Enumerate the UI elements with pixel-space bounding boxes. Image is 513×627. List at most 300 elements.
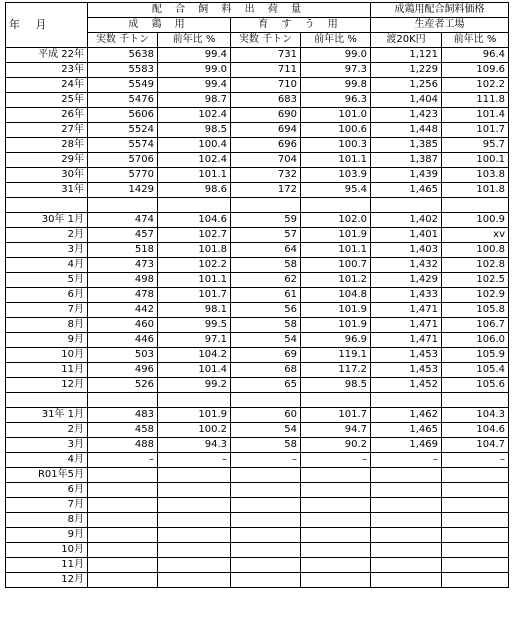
table-row (6, 333, 509, 348)
feed-price-cell (371, 558, 442, 573)
feed-price-cell: 1,452 (371, 378, 442, 393)
layer-qty-cell: 5583 (88, 63, 158, 78)
pullet-qty-cell (231, 483, 301, 498)
feed-price-cell: 1,465 (371, 183, 442, 198)
price-yoy-cell: 101.4 (442, 108, 509, 123)
layer-yoy-cell: 99.2 (158, 378, 231, 393)
price-yoy-cell: 102.2 (442, 78, 509, 93)
pullet-yoy-cell: 97.3 (301, 63, 371, 78)
layer-qty-cell: 460 (88, 318, 158, 333)
table-row (6, 303, 509, 318)
table-row (6, 78, 509, 93)
pullet-yoy-cell: 101.2 (301, 273, 371, 288)
layer-yoy-cell (158, 573, 231, 588)
feed-price-cell (371, 498, 442, 513)
feed-price-cell (371, 198, 442, 213)
pullet-yoy-cell: 100.3 (301, 138, 371, 153)
row-label: 7月 (6, 498, 88, 513)
column-header-qty-pullet: 実数 千トン (231, 33, 301, 48)
layer-qty-cell: 503 (88, 348, 158, 363)
pullet-yoy-cell: 99.8 (301, 78, 371, 93)
pullet-yoy-cell: 101.1 (301, 153, 371, 168)
table-row (6, 573, 509, 588)
pullet-yoy-cell: 100.7 (301, 258, 371, 273)
feed-price-cell: 1,453 (371, 363, 442, 378)
table-row (6, 498, 509, 513)
pullet-qty-cell: 731 (231, 48, 301, 63)
table-row (6, 363, 509, 378)
column-header-yoy-pullet: 前年比 % (301, 33, 371, 48)
pullet-qty-cell (231, 558, 301, 573)
pullet-yoy-cell: 94.7 (301, 423, 371, 438)
layer-qty-cell: 473 (88, 258, 158, 273)
layer-qty-cell: 446 (88, 333, 158, 348)
feed-price-cell: 1,387 (371, 153, 442, 168)
price-yoy-cell: 102.5 (442, 273, 509, 288)
pullet-yoy-cell (301, 483, 371, 498)
layer-qty-cell (88, 558, 158, 573)
table-row (6, 213, 509, 228)
layer-qty-cell: 488 (88, 438, 158, 453)
pullet-qty-cell: 65 (231, 378, 301, 393)
row-label: 4月 (6, 453, 88, 468)
table-row (6, 348, 509, 363)
price-yoy-cell (442, 198, 509, 213)
table-row (6, 273, 509, 288)
feed-price-cell: 1,385 (371, 138, 442, 153)
row-label: 30年 (6, 168, 88, 183)
row-label: 3月 (6, 438, 88, 453)
table-row (6, 378, 509, 393)
layer-yoy-cell: 99.4 (158, 78, 231, 93)
row-label: R01年5月 (6, 468, 88, 483)
layer-yoy-cell: 102.2 (158, 258, 231, 273)
pullet-qty-cell: 54 (231, 333, 301, 348)
feed-price-cell: – (371, 453, 442, 468)
layer-qty-cell: 5549 (88, 78, 158, 93)
feed-price-cell: 1,401 (371, 228, 442, 243)
layer-qty-cell: 483 (88, 408, 158, 423)
pullet-qty-cell (231, 573, 301, 588)
shipments-group-header: 配 合 飼 料 出 荷 量 (88, 3, 371, 18)
row-label: 11月 (6, 363, 88, 378)
layer-qty-cell (88, 513, 158, 528)
layer-qty-cell: 1429 (88, 183, 158, 198)
price-yoy-cell: 104.7 (442, 438, 509, 453)
table-row (6, 408, 509, 423)
price-yoy-cell (442, 468, 509, 483)
layer-yoy-cell: 102.4 (158, 153, 231, 168)
layer-yoy-cell: 99.4 (158, 48, 231, 63)
price-group-header: 成鶏用配合飼料価格 (371, 3, 509, 18)
layer-yoy-cell: 104.2 (158, 348, 231, 363)
pullet-qty-cell: 694 (231, 123, 301, 138)
pullet-yoy-cell (301, 573, 371, 588)
pullet-yoy-cell: 104.8 (301, 288, 371, 303)
feed-price-cell: 1,432 (371, 258, 442, 273)
layer-yoy-cell (158, 543, 231, 558)
row-label (6, 393, 88, 408)
pullet-yoy-cell (301, 468, 371, 483)
feed-price-cell (371, 528, 442, 543)
price-yoy-cell: 106.7 (442, 318, 509, 333)
pullet-qty-cell: – (231, 453, 301, 468)
layer-yoy-cell (158, 513, 231, 528)
layer-yoy-cell: 94.3 (158, 438, 231, 453)
pullet-qty-cell: 58 (231, 318, 301, 333)
pullet-qty-cell: 60 (231, 408, 301, 423)
layer-yoy-cell: 101.1 (158, 168, 231, 183)
price-yoy-cell: – (442, 453, 509, 468)
feed-price-cell: 1,403 (371, 243, 442, 258)
pullet-feed-header: 育 す う 用 (231, 18, 371, 33)
table-row (6, 483, 509, 498)
table-row (6, 168, 509, 183)
feed-price-cell: 1,469 (371, 438, 442, 453)
pullet-qty-cell (231, 513, 301, 528)
pullet-qty-cell: 58 (231, 258, 301, 273)
feed-price-cell: 1,462 (371, 408, 442, 423)
price-yoy-cell: 109.6 (442, 63, 509, 78)
spreadsheet (5, 2, 509, 588)
producer-factory-header: 生産者工場 (371, 18, 509, 33)
row-label (6, 198, 88, 213)
layer-qty-cell: 518 (88, 243, 158, 258)
pullet-qty-cell: 56 (231, 303, 301, 318)
pullet-yoy-cell: 102.0 (301, 213, 371, 228)
layer-yoy-cell (158, 528, 231, 543)
layer-qty-cell: 457 (88, 228, 158, 243)
column-header-price: 渡20K円 (371, 33, 442, 48)
layer-qty-cell (88, 483, 158, 498)
layer-qty-cell (88, 468, 158, 483)
price-yoy-cell: 102.8 (442, 258, 509, 273)
table-row (6, 393, 509, 408)
price-yoy-cell: 104.6 (442, 423, 509, 438)
feed-price-cell: 1,448 (371, 123, 442, 138)
feed-price-cell: 1,402 (371, 213, 442, 228)
layer-yoy-cell (158, 558, 231, 573)
pullet-qty-cell (231, 528, 301, 543)
pullet-qty-cell (231, 543, 301, 558)
price-yoy-cell: 100.8 (442, 243, 509, 258)
price-yoy-cell (442, 558, 509, 573)
table-row (6, 318, 509, 333)
price-yoy-cell: 103.8 (442, 168, 509, 183)
table-row (6, 423, 509, 438)
price-yoy-cell: 100.1 (442, 153, 509, 168)
price-yoy-cell: 101.8 (442, 183, 509, 198)
header-row-1 (6, 3, 509, 18)
feed-price-cell: 1,404 (371, 93, 442, 108)
row-label: 26年 (6, 108, 88, 123)
layer-yoy-cell: 102.7 (158, 228, 231, 243)
layer-yoy-cell: 101.4 (158, 363, 231, 378)
feed-price-cell: 1,423 (371, 108, 442, 123)
pullet-qty-cell: 683 (231, 93, 301, 108)
pullet-yoy-cell (301, 543, 371, 558)
row-label: 平成 22年 (6, 48, 88, 63)
price-yoy-cell (442, 543, 509, 558)
pullet-qty-cell: 62 (231, 273, 301, 288)
pullet-yoy-cell: 117.2 (301, 363, 371, 378)
pullet-yoy-cell: 98.5 (301, 378, 371, 393)
pullet-qty-cell: 696 (231, 138, 301, 153)
price-yoy-cell: 106.0 (442, 333, 509, 348)
table-row (6, 528, 509, 543)
feed-price-cell: 1,433 (371, 288, 442, 303)
pullet-yoy-cell: 101.0 (301, 108, 371, 123)
row-label: 11月 (6, 558, 88, 573)
row-label: 6月 (6, 483, 88, 498)
row-label: 3月 (6, 243, 88, 258)
price-yoy-cell (442, 528, 509, 543)
table-row (6, 108, 509, 123)
row-label: 29年 (6, 153, 88, 168)
table-row (6, 138, 509, 153)
row-label: 10月 (6, 543, 88, 558)
pullet-qty-cell: 690 (231, 108, 301, 123)
pullet-qty-cell: 172 (231, 183, 301, 198)
layer-yoy-cell: 101.8 (158, 243, 231, 258)
pullet-yoy-cell: 103.9 (301, 168, 371, 183)
layer-yoy-cell (158, 468, 231, 483)
pullet-yoy-cell: 95.4 (301, 183, 371, 198)
feed-price-cell (371, 483, 442, 498)
price-yoy-cell (442, 393, 509, 408)
feed-price-cell (371, 468, 442, 483)
row-label: 28年 (6, 138, 88, 153)
pullet-yoy-cell: 119.1 (301, 348, 371, 363)
price-yoy-cell: 105.4 (442, 363, 509, 378)
pullet-yoy-cell (301, 393, 371, 408)
price-yoy-cell (442, 498, 509, 513)
feed-price-cell (371, 513, 442, 528)
layer-qty-cell: 5574 (88, 138, 158, 153)
table-row (6, 258, 509, 273)
feed-price-cell: 1,256 (371, 78, 442, 93)
row-label: 31年 (6, 183, 88, 198)
table-row (6, 243, 509, 258)
layer-qty-cell (88, 498, 158, 513)
price-yoy-cell: 95.7 (442, 138, 509, 153)
row-label: 7月 (6, 303, 88, 318)
pullet-qty-cell: 59 (231, 213, 301, 228)
table-row (6, 198, 509, 213)
row-label: 9月 (6, 528, 88, 543)
layer-yoy-cell (158, 393, 231, 408)
pullet-qty-cell (231, 393, 301, 408)
table-row (6, 543, 509, 558)
price-yoy-cell: 102.9 (442, 288, 509, 303)
pullet-qty-cell: 68 (231, 363, 301, 378)
feed-price-cell: 1,471 (371, 318, 442, 333)
layer-qty-cell (88, 573, 158, 588)
price-yoy-cell: 100.9 (442, 213, 509, 228)
feed-price-cell: 1,229 (371, 63, 442, 78)
price-yoy-cell: xv (442, 228, 509, 243)
pullet-yoy-cell: 96.3 (301, 93, 371, 108)
layer-qty-cell (88, 393, 158, 408)
layer-qty-cell: 474 (88, 213, 158, 228)
table-row (6, 228, 509, 243)
row-label: 8月 (6, 318, 88, 333)
pullet-yoy-cell (301, 513, 371, 528)
layer-yoy-cell: 99.5 (158, 318, 231, 333)
layer-qty-cell: – (88, 453, 158, 468)
layer-yoy-cell: 101.9 (158, 408, 231, 423)
feed-price-cell: 1,121 (371, 48, 442, 63)
pullet-yoy-cell: 99.0 (301, 48, 371, 63)
pullet-qty-cell (231, 468, 301, 483)
feed-price-cell (371, 573, 442, 588)
table-row (6, 48, 509, 63)
layer-qty-cell: 5706 (88, 153, 158, 168)
pullet-yoy-cell: 101.9 (301, 318, 371, 333)
pullet-yoy-cell (301, 558, 371, 573)
row-label: 30年 1月 (6, 213, 88, 228)
row-label: 23年 (6, 63, 88, 78)
feed-price-cell: 1,471 (371, 333, 442, 348)
pullet-qty-cell: 710 (231, 78, 301, 93)
table-row (6, 288, 509, 303)
layer-yoy-cell: 99.0 (158, 63, 231, 78)
table-row (6, 468, 509, 483)
pullet-qty-cell: 69 (231, 348, 301, 363)
column-header-yoy: 前年比 % (158, 33, 231, 48)
row-label: 27年 (6, 123, 88, 138)
layer-yoy-cell (158, 483, 231, 498)
year-month-header: 年 月 (6, 3, 88, 48)
price-yoy-cell: 105.6 (442, 378, 509, 393)
layer-yoy-cell: 97.1 (158, 333, 231, 348)
price-yoy-cell: 105.8 (442, 303, 509, 318)
row-label: 25年 (6, 93, 88, 108)
pullet-yoy-cell: 101.9 (301, 303, 371, 318)
layer-yoy-cell: 100.4 (158, 138, 231, 153)
pullet-yoy-cell: 101.7 (301, 408, 371, 423)
layer-yoy-cell: 100.2 (158, 423, 231, 438)
pullet-qty-cell: 711 (231, 63, 301, 78)
feed-price-cell: 1,471 (371, 303, 442, 318)
price-yoy-cell: 101.7 (442, 123, 509, 138)
table-row (6, 93, 509, 108)
layer-yoy-cell: 98.7 (158, 93, 231, 108)
pullet-qty-cell (231, 198, 301, 213)
table-row (6, 153, 509, 168)
table-row (6, 438, 509, 453)
pullet-yoy-cell (301, 498, 371, 513)
layer-yoy-cell: 98.1 (158, 303, 231, 318)
pullet-qty-cell: 704 (231, 153, 301, 168)
pullet-yoy-cell: 96.9 (301, 333, 371, 348)
pullet-qty-cell: 57 (231, 228, 301, 243)
row-label: 9月 (6, 333, 88, 348)
feed-price-cell: 1,429 (371, 273, 442, 288)
layer-qty-cell: 5770 (88, 168, 158, 183)
layer-yoy-cell: 98.5 (158, 123, 231, 138)
layer-qty-cell (88, 543, 158, 558)
price-yoy-cell (442, 513, 509, 528)
layer-qty-cell: 5638 (88, 48, 158, 63)
feed-price-cell (371, 393, 442, 408)
table-row (6, 63, 509, 78)
pullet-qty-cell (231, 498, 301, 513)
price-yoy-cell: 96.4 (442, 48, 509, 63)
row-label: 24年 (6, 78, 88, 93)
row-label: 31年 1月 (6, 408, 88, 423)
pullet-qty-cell: 732 (231, 168, 301, 183)
layer-qty-cell: 526 (88, 378, 158, 393)
table-row (6, 123, 509, 138)
price-yoy-cell: 111.8 (442, 93, 509, 108)
layer-qty-cell: 496 (88, 363, 158, 378)
layer-yoy-cell (158, 498, 231, 513)
layer-yoy-cell: 101.1 (158, 273, 231, 288)
price-yoy-cell: 105.9 (442, 348, 509, 363)
feed-price-cell: 1,465 (371, 423, 442, 438)
row-label: 10月 (6, 348, 88, 363)
pullet-yoy-cell: 100.6 (301, 123, 371, 138)
pullet-qty-cell: 64 (231, 243, 301, 258)
layer-qty-cell: 5476 (88, 93, 158, 108)
layer-qty-cell: 442 (88, 303, 158, 318)
pullet-yoy-cell (301, 198, 371, 213)
layer-yoy-cell: 98.6 (158, 183, 231, 198)
price-yoy-cell (442, 573, 509, 588)
row-label: 6月 (6, 288, 88, 303)
feed-statistics-table (5, 2, 509, 588)
layer-yoy-cell (158, 198, 231, 213)
price-yoy-cell: 104.3 (442, 408, 509, 423)
pullet-qty-cell: 61 (231, 288, 301, 303)
table-row (6, 513, 509, 528)
layer-qty-cell (88, 198, 158, 213)
column-header-yoy-price: 前年比 % (442, 33, 509, 48)
row-label: 12月 (6, 378, 88, 393)
row-label: 4月 (6, 258, 88, 273)
layer-feed-header: 成 鶏 用 (88, 18, 231, 33)
layer-qty-cell: 478 (88, 288, 158, 303)
table-row (6, 453, 509, 468)
feed-price-cell: 1,453 (371, 348, 442, 363)
row-label: 2月 (6, 423, 88, 438)
pullet-qty-cell: 58 (231, 438, 301, 453)
layer-qty-cell: 458 (88, 423, 158, 438)
pullet-yoy-cell: 90.2 (301, 438, 371, 453)
pullet-qty-cell: 54 (231, 423, 301, 438)
table-row (6, 558, 509, 573)
layer-yoy-cell: – (158, 453, 231, 468)
pullet-yoy-cell: 101.9 (301, 228, 371, 243)
row-label: 12月 (6, 573, 88, 588)
column-header-qty: 実数 千トン (88, 33, 158, 48)
pullet-yoy-cell: 101.1 (301, 243, 371, 258)
price-yoy-cell (442, 483, 509, 498)
layer-qty-cell: 5524 (88, 123, 158, 138)
row-label: 2月 (6, 228, 88, 243)
layer-qty-cell (88, 528, 158, 543)
table-row (6, 183, 509, 198)
pullet-yoy-cell (301, 528, 371, 543)
feed-price-cell (371, 543, 442, 558)
pullet-yoy-cell: – (301, 453, 371, 468)
row-label: 5月 (6, 273, 88, 288)
layer-qty-cell: 498 (88, 273, 158, 288)
layer-yoy-cell: 101.7 (158, 288, 231, 303)
feed-price-cell: 1,439 (371, 168, 442, 183)
layer-qty-cell: 5606 (88, 108, 158, 123)
